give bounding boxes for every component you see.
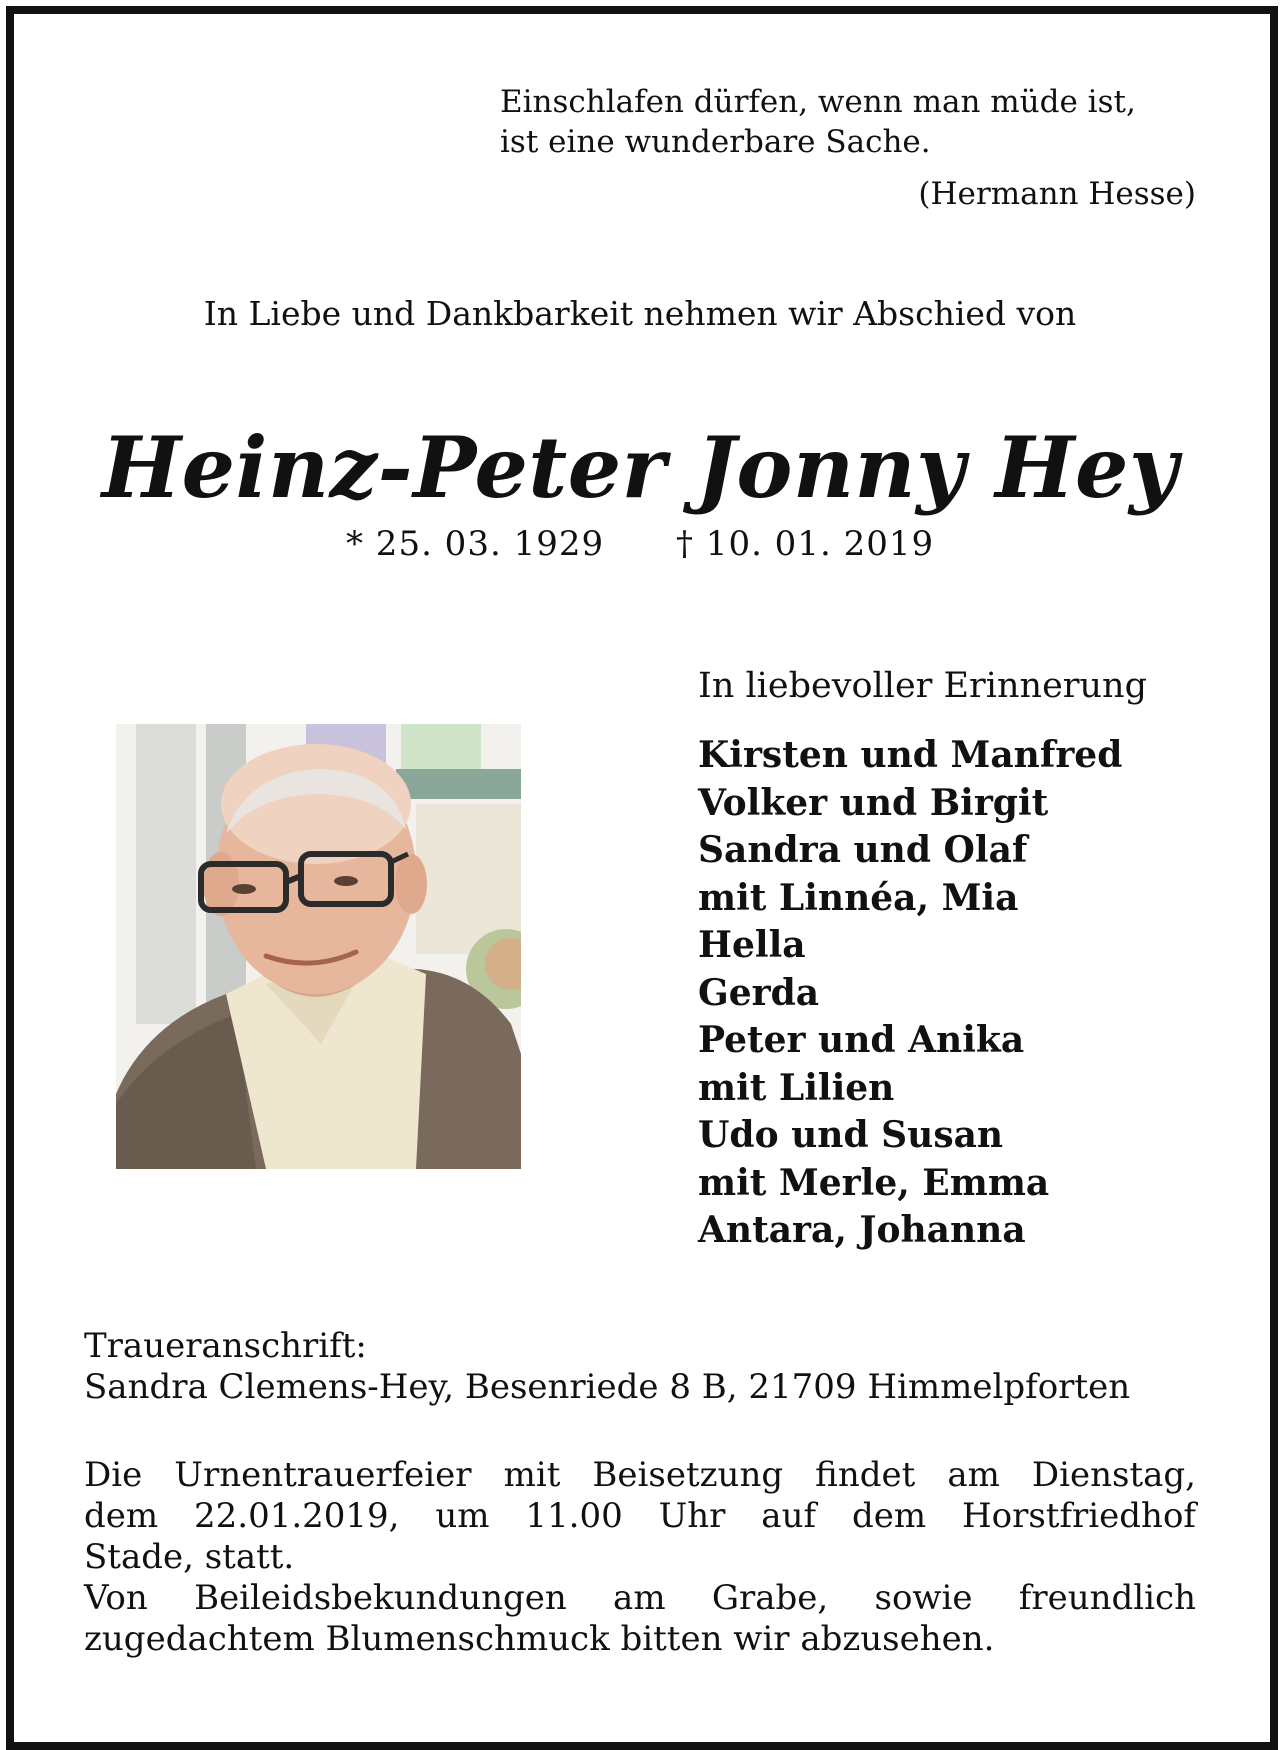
portrait-photo xyxy=(116,724,521,1169)
death-date: † 10. 01. 2019 xyxy=(676,524,935,564)
birth-date: * 25. 03. 1929 xyxy=(346,524,605,564)
quote-line: Einschlafen dürfen, wenn man müde ist, xyxy=(500,84,1136,120)
portrait-photo-illustration xyxy=(116,724,521,1169)
mourner-name: Udo und Susan xyxy=(698,1114,1004,1156)
mourner-name: Gerda xyxy=(698,971,820,1014)
quote-line: ist eine wunderbare Sache. xyxy=(500,124,931,160)
funeral-notice xyxy=(84,1455,1196,1660)
mourners-heading: In liebevoller Erinnerung xyxy=(698,666,1148,706)
mourner-name: Hella xyxy=(698,924,806,966)
quote-author: (Hermann Hesse) xyxy=(918,176,1196,212)
mourner-name: Kirsten und Manfred xyxy=(698,734,1123,776)
mourning-address xyxy=(84,1326,1196,1408)
funeral-line: Von Beileidsbekundungen am Grabe, sowie freundlich xyxy=(84,1578,1196,1618)
mourner-name: mit Merle, Emma xyxy=(698,1161,1050,1204)
mourner-name: Volker und Birgit xyxy=(698,781,1049,824)
funeral-line: zugedachtem Blumenschmuck bitten wir abzusehen. xyxy=(84,1619,995,1659)
address-value: Sandra Clemens-Hey, Besenriede 8 B, 21709 Himmelpforten xyxy=(84,1367,1131,1407)
mourner-name: Peter und Anika xyxy=(698,1019,1025,1061)
hesse-quote xyxy=(500,82,1196,214)
funeral-line: Stade, statt. xyxy=(84,1537,295,1577)
mourner-name: mit Lilien xyxy=(698,1066,895,1109)
deceased-name: Heinz-Peter Jonny Hey xyxy=(101,418,1179,517)
funeral-line: dem 22.01.2019, um 11.00 Uhr auf dem Horstfriedhof xyxy=(84,1496,1196,1536)
address-label: Traueranschrift: xyxy=(84,1326,367,1366)
funeral-line: Die Urnentrauerfeier mit Beisetzung findet am Dienstag, xyxy=(84,1455,1196,1495)
farewell-intro: In Liebe und Dankbarkeit nehmen wir Abschied von xyxy=(203,294,1077,333)
mourners-list xyxy=(698,732,1122,1255)
mourner-name: Antara, Johanna xyxy=(698,1209,1026,1251)
mourner-name: Sandra und Olaf xyxy=(698,829,1028,871)
mourner-name: mit Linnéa, Mia xyxy=(698,876,1019,919)
